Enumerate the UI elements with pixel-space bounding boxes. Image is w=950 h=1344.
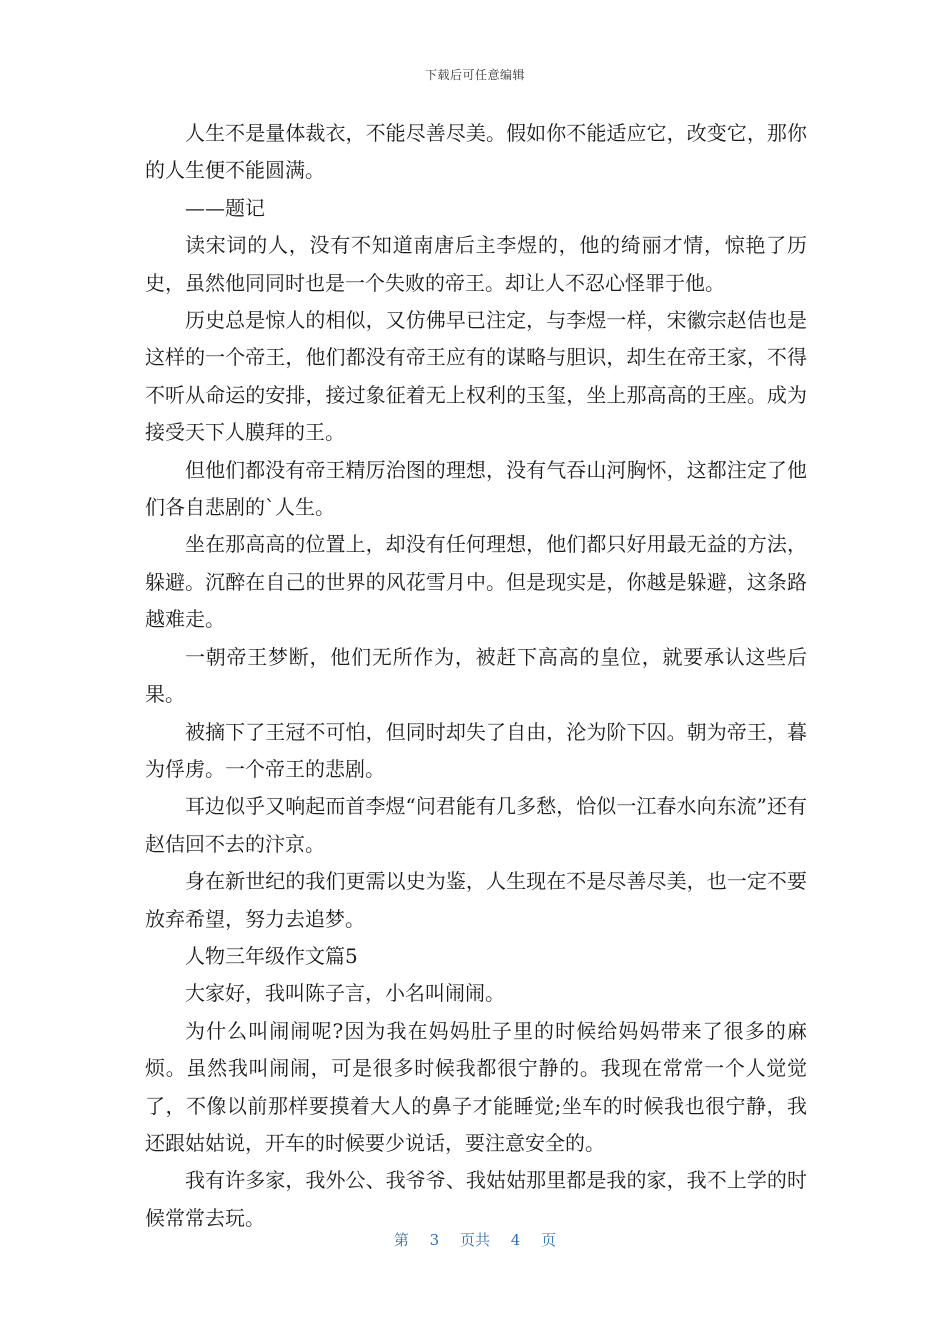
paragraph-1: 人生不是量体裁衣，不能尽善尽美。假如你不能适应它，改变它，那你的人生便不能圆满。 [145,121,807,183]
paragraph-6: 坐在那高高的位置上，却没有任何理想，他们都只好用最无益的方法，躲避。沉醉在自己的世界的风花雪月中。但是现实是，你越是躲避，这条路越难走。 [145,532,807,632]
paragraph-2: ——题记 [185,195,265,220]
page-footer [0,1229,950,1250]
section-heading: 人物三年级作文篇5 [185,943,358,968]
paragraph-10: 身在新世纪的我们更需以史为鉴，人生现在不是尽善尽美，也一定不要放弃希望，努力去追梦。 [145,869,807,931]
current-page-number: 3 [429,1231,440,1249]
paragraph-8: 被摘下了王冠不可怕，但同时却失了自由，沦为阶下囚。朝为帝王，暮为俘虏。一个帝王的悲剧。 [145,719,807,781]
paragraph-7: 一朝帝王梦断，他们无所作为，被赶下高高的皇位，就要承认这些后果。 [145,644,807,707]
paragraph-14: 我有许多家，我外公、我爷爷、我姑姑那里都是我的家，我不上学的时候常常去玩。 [145,1168,807,1230]
footer-suffix: 页 [541,1231,557,1249]
article-body [145,115,807,1237]
paragraph-12: 大家好，我叫陈子言，小名叫闹闹。 [185,981,505,1006]
paragraph-9: 耳边似乎又响起而首李煜“问君能有几多愁，恰似一江春水向东流”还有赵佶回不去的汴京。 [145,794,807,856]
paragraph-4: 历史总是惊人的相似，又仿佛早已注定，与李煜一样，宋徽宗赵佶也是这样的一个帝王，他们都没有帝王应有的谋略与胆识，却生在帝王家，不得不听从命运的安排，接过象征着无上权利的玉玺，坐上那高高的王座。成为接受天下人膜拜的王。 [145,308,807,445]
paragraph-3: 读宋词的人，没有不知道南唐后主李煜的，他的绮丽才情，惊艳了历史，虽然他同同时也是一个失败的帝王。却让人不忍心怪罪于他。 [145,233,807,295]
footer-middle: 页共 [459,1231,490,1249]
paragraph-5: 但他们都没有帝王精厉治图的理想，没有气吞山河胸怀，这都注定了他们各自悲剧的`人生。 [145,457,807,520]
footer-prefix: 第 [393,1231,409,1249]
header-note: 下载后可任意编辑 [424,68,525,82]
total-pages-number: 4 [510,1231,521,1249]
paragraph-13: 为什么叫闹闹呢?因为我在妈妈肚子里的时候给妈妈带来了很多的麻烦。虽然我叫闹闹，可是很多时候我都很宁静的。我现在常常一个人觉觉了，不像以前那样要摸着大人的鼻子才能睡觉;坐车的时候我也很宁静，我还跟姑姑说，开车的时候要少说话，要注意安全的。 [145,1018,807,1155]
